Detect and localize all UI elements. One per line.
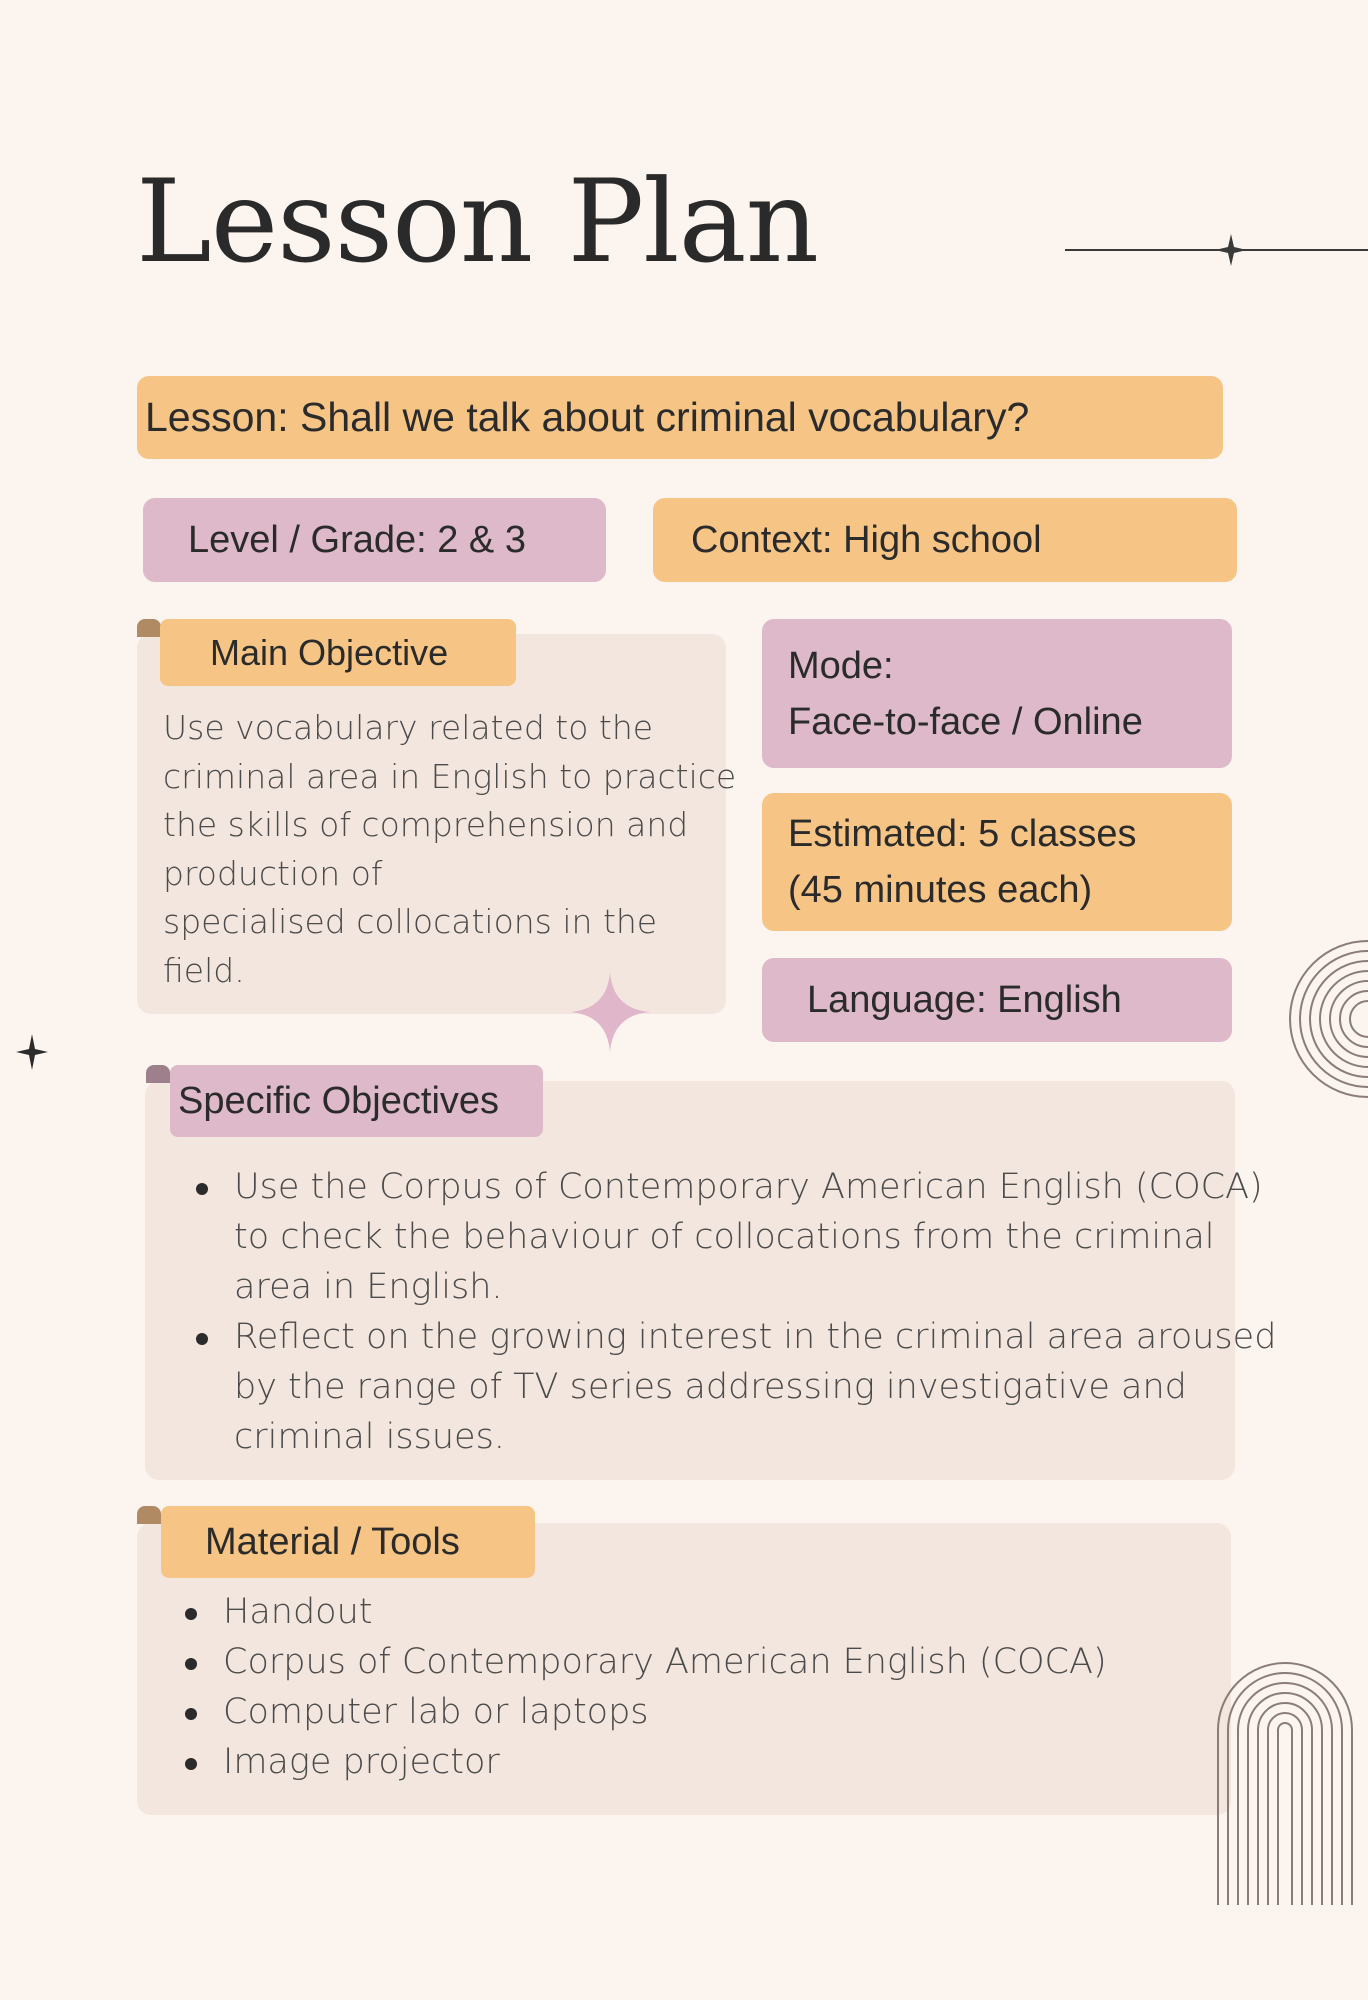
estimated-box (762, 793, 1232, 931)
text-line: Reflect on the growing interest in the criminal area aroused (234, 1317, 1277, 1357)
list-item (234, 1312, 1276, 1462)
page-title: Lesson Plan (136, 155, 819, 288)
text-line: to check the behaviour of collocations from the criminal (234, 1217, 1215, 1257)
text-line: field. (163, 950, 245, 990)
materials-heading-text: Material / Tools (205, 1520, 460, 1563)
context-box (653, 498, 1237, 582)
list-item (234, 1162, 1276, 1312)
tab-corner-marker (137, 1506, 161, 1524)
estimated-classes: Estimated: 5 classes (788, 813, 1137, 855)
list-item: Computer lab or laptops (223, 1687, 1107, 1737)
language-text: Language: English (807, 978, 1122, 1021)
main-objective-heading (160, 619, 516, 686)
text-line: specialised collocations in the (163, 902, 658, 941)
lesson-title: Lesson: Shall we talk about criminal vocabulary? (145, 394, 1030, 440)
text-line: criminal area in English to practice (163, 756, 737, 796)
materials-list (223, 1587, 1107, 1787)
main-objective-text (163, 704, 736, 995)
text-line: by the range of TV series addressing investigative and (234, 1367, 1187, 1407)
language-box (762, 958, 1232, 1042)
mode-box (762, 619, 1232, 768)
main-objective-heading-text: Main Objective (210, 631, 449, 673)
level-box (143, 498, 606, 582)
tab-corner-marker (137, 619, 161, 637)
text-line: the skills of comprehension and (163, 805, 689, 844)
level-text: Level / Grade: 2 & 3 (188, 518, 526, 561)
text-line: Use the Corpus of Contemporary American English (COCA) (234, 1167, 1263, 1207)
text-line: Use vocabulary related to the (163, 708, 654, 747)
mode-value: Face-to-face / Online (788, 700, 1143, 743)
context-text: Context: High school (691, 518, 1042, 561)
list-item: Handout (223, 1587, 1107, 1637)
materials-heading (161, 1506, 535, 1578)
lesson-banner (137, 376, 1223, 459)
specific-objectives-heading (170, 1065, 543, 1137)
list-item: Image projector (223, 1737, 1107, 1787)
list-item: Corpus of Contemporary American English (COCA) (223, 1637, 1107, 1687)
specific-objectives-heading-text: Specific Objectives (178, 1079, 500, 1122)
tab-corner-marker (146, 1065, 170, 1083)
specific-objectives-list (234, 1162, 1276, 1462)
estimated-duration: (45 minutes each) (788, 869, 1093, 911)
rainbow-arc-decoration (1240, 938, 1368, 1100)
arch-decoration (1215, 1660, 1355, 1905)
text-line: production of (163, 853, 383, 893)
text-line: criminal issues. (234, 1417, 505, 1457)
sparkle-icon (570, 972, 650, 1052)
star-icon (16, 1034, 48, 1070)
divider-star-decoration (1065, 230, 1368, 270)
mode-label: Mode: (788, 644, 894, 687)
text-line: area in English. (234, 1267, 503, 1307)
